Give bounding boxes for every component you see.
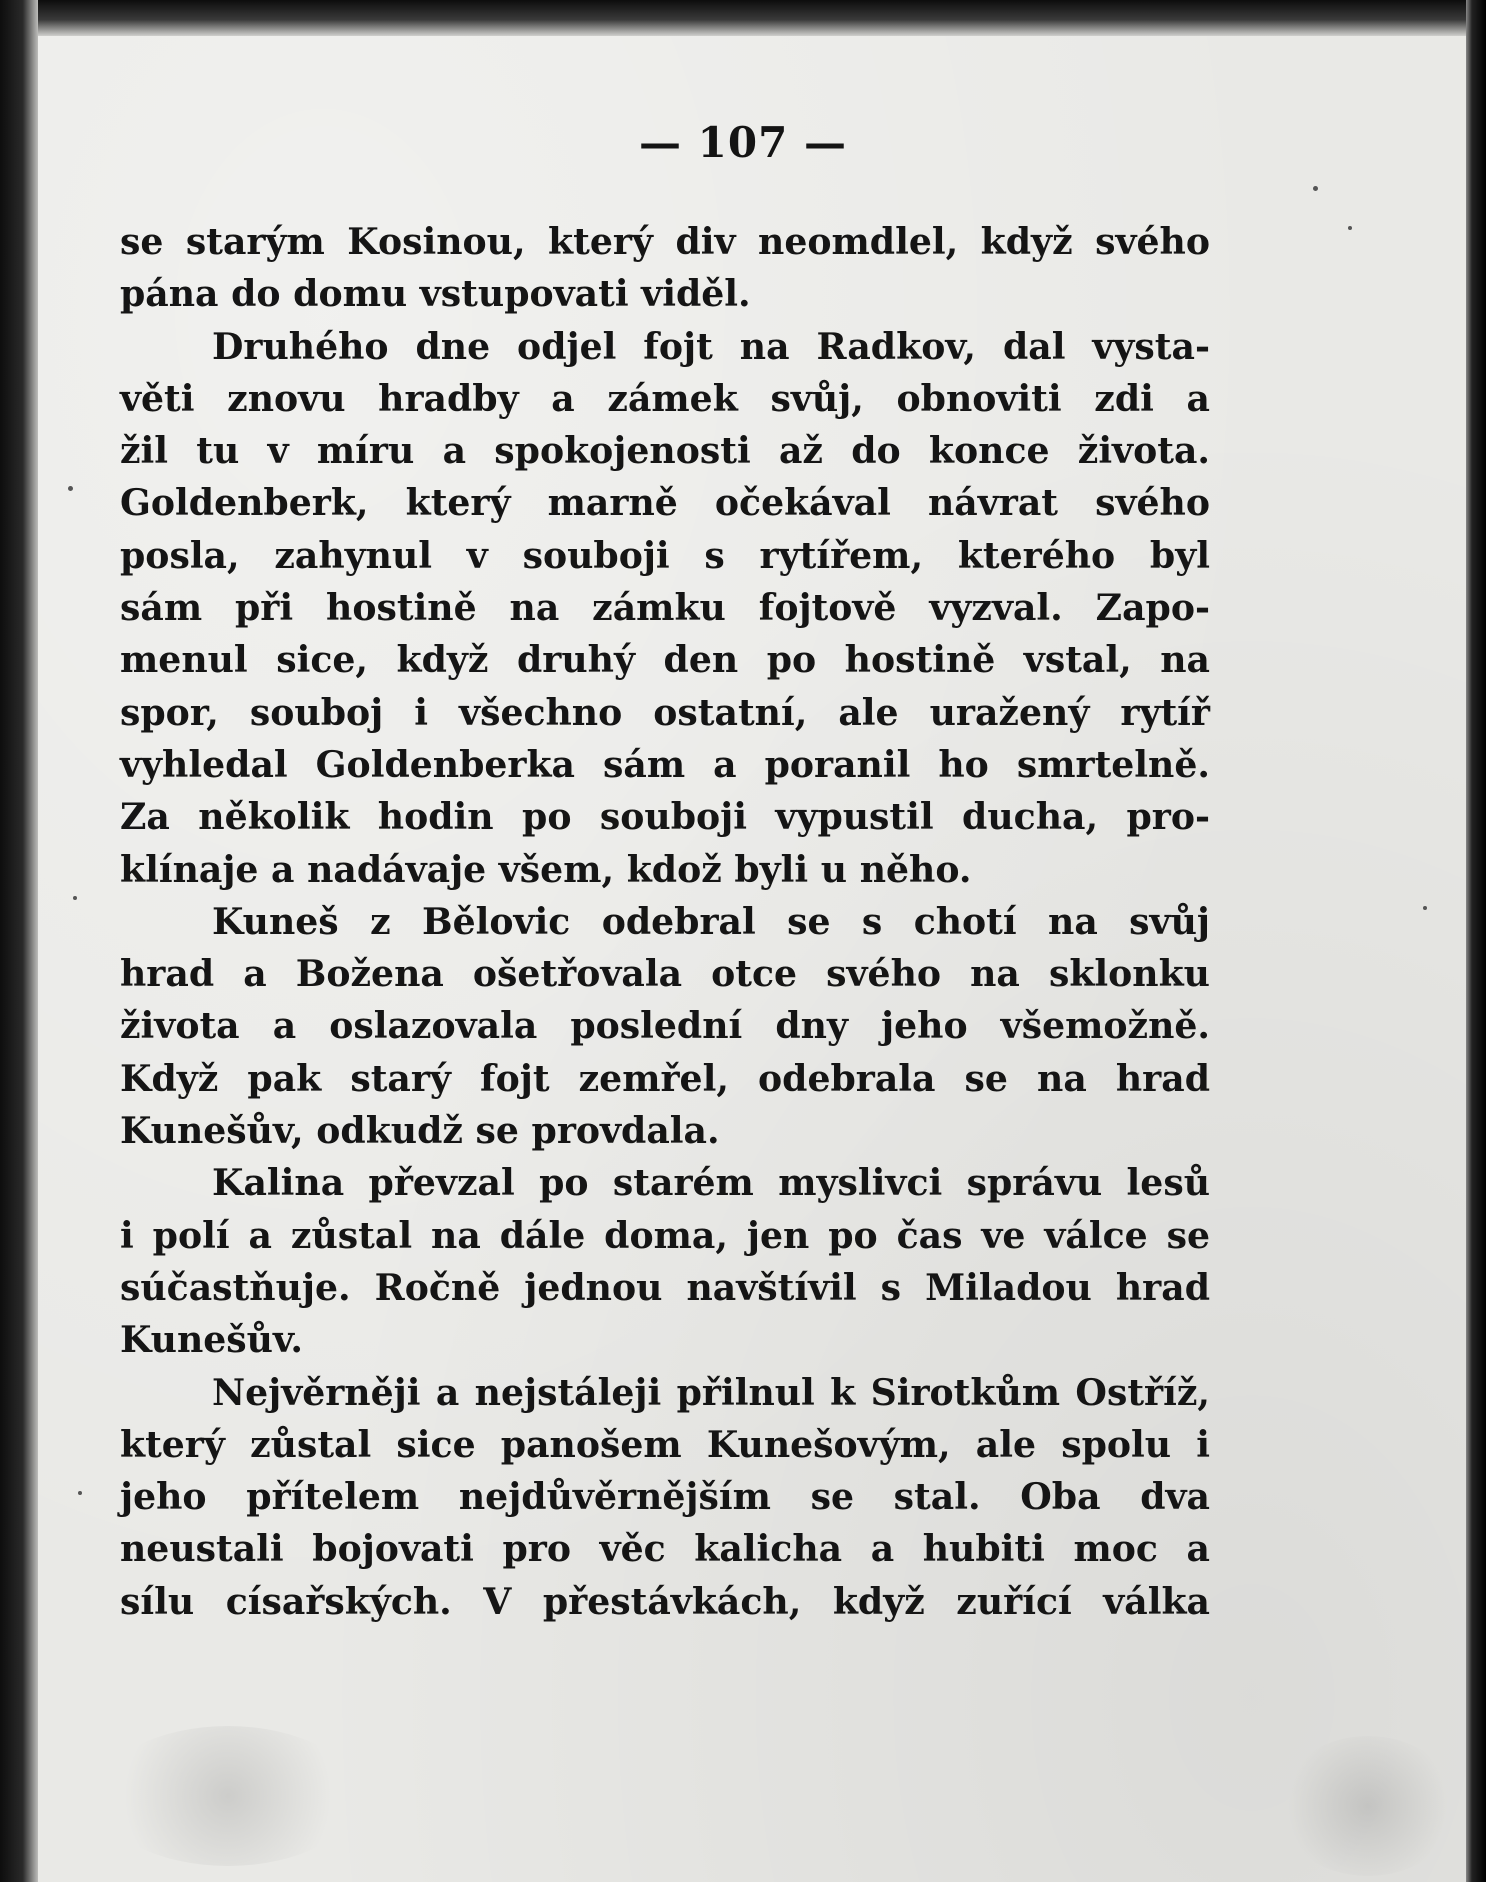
paper-speck [78, 1491, 82, 1495]
text-line: Druhého dne odjel fojt na Radkov, dal vysta- [212, 324, 1210, 368]
paper-speck [1423, 906, 1427, 910]
text-line: Nejvěrněji a nejstáleji přilnul k Sirotkům Ostříž, [212, 1370, 1210, 1414]
text-line: Kunešův, odkudž se provdala. [120, 1109, 720, 1153]
text-line: Kalina převzal po starém myslivci správu lesů [212, 1161, 1210, 1205]
paper-speck [68, 486, 73, 491]
paper-speck [1313, 186, 1318, 191]
text-line: se starým Kosinou, který div neomdlel, když svého [120, 220, 1210, 263]
text-line: pána do domu vstupovati viděl. [120, 272, 751, 316]
text-line: Kunešův. [120, 1318, 303, 1362]
scan-edge-top [0, 0, 1486, 36]
paper-speck [73, 896, 77, 900]
text-line: který zůstal sice panošem Kunešovým, ale spolu i [120, 1422, 1210, 1466]
body-text [120, 216, 1210, 1628]
text-line: neustali bojovati pro věc kalicha a hubiti moc a [120, 1527, 1210, 1571]
text-line: i polí a zůstal na dále doma, jen po čas ve válce se [120, 1213, 1210, 1257]
text-line: Kuneš z Bělovic odebral se s chotí na svůj [212, 899, 1210, 943]
scan-edge-left [0, 0, 38, 1882]
text-line: života a oslazovala poslední dny jeho všemožně. [120, 1004, 1210, 1048]
text-line: Za několik hodin po souboji vypustil ducha, pro- [120, 795, 1210, 839]
text-line: žil tu v míru a spokojenosti až do konce života. [120, 429, 1210, 473]
text-line: menul sice, když druhý den po hostině vstal, na [120, 638, 1210, 682]
text-line: věti znovu hradby a zámek svůj, obnoviti zdi a [120, 376, 1210, 420]
text-line: Když pak starý fojt zemřel, odebrala se na hrad [120, 1056, 1210, 1100]
text-line: Goldenberk, který marně očekával návrat svého [120, 481, 1210, 525]
text-line: klínaje a nadávaje všem, kdož byli u něho. [120, 847, 972, 891]
text-line: jeho přítelem nejdůvěrnějším se stal. Oba dva [120, 1475, 1210, 1519]
text-line: spor, souboj i všechno ostatní, ale uražený rytíř [120, 690, 1210, 734]
text-line: vyhledal Goldenberka sám a poranil ho smrtelně. [120, 742, 1210, 786]
paper-smudge [98, 1726, 358, 1866]
paper-speck [1348, 226, 1352, 230]
scan-edge-right [1466, 0, 1486, 1882]
page-number: — 107 — [639, 118, 847, 167]
text-line: hrad a Božena ošetřovala otce svého na sklonku [120, 952, 1210, 996]
text-line: sám při hostině na zámku fojtově vyzval. Zapo- [120, 586, 1210, 630]
text-line: posla, zahynul v souboji s rytířem, kterého byl [120, 533, 1210, 577]
text-line: sílu císařských. V přestávkách, když zuřící válka [120, 1579, 1210, 1623]
paper-smudge [1278, 1736, 1458, 1876]
text-line: súčastňuje. Ročně jednou navštívil s Miladou hrad [120, 1265, 1210, 1309]
